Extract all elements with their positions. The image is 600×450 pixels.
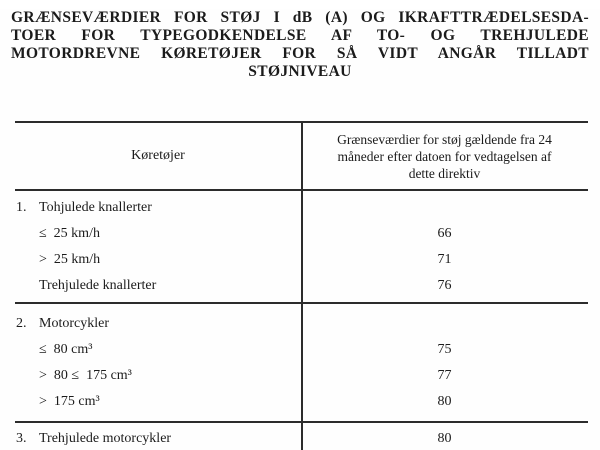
row-label: ≤ 80 cm³ [39,342,93,357]
row-value: 80 [437,430,452,446]
row-value: 80 [437,394,452,409]
row-label: > 80 ≤ 175 cm³ [39,368,132,383]
row-number: 1. [16,200,27,215]
row-label: > 175 cm³ [39,394,100,409]
row-number: 2. [16,316,27,331]
col-header-vehicles: Køretøjer [131,148,185,163]
row-label: ≤ 25 km/h [39,226,100,241]
row-label: > 25 km/h [39,252,101,267]
row-label: Motorcykler [39,316,109,331]
title-line-1: GRÆNSEVÆRDIER FOR STØJ I dB (A) OG IKRAFTTRÆDELSESDA- [11,9,589,26]
row-value [301,195,588,221]
row-value: 66 [437,226,452,241]
title-line-2: TOER FOR TYPEGODKENDELSE AF TO- OG TREHJULEDE [11,27,589,44]
row-number: 3. [16,430,27,446]
row-value: 71 [437,252,452,267]
col-header-limits: Grænseværdier for støj gældende fra 24 måneder efter datoen for vedtagelsen af dette direktiv [337,131,552,181]
row-value [301,311,588,337]
noise-limits-table [15,121,588,450]
row-label: Trehjulede motorcykler [39,430,172,446]
title-line-3: MOTORDREVNE KØRETØJER FOR SÅ VIDT ANGÅR TILLADT [11,45,589,62]
document-page [0,9,600,450]
row-value: 75 [437,342,452,357]
page-title [11,9,589,81]
row-value: 77 [437,368,452,383]
column-divider [301,123,303,450]
title-line-4: STØJNIVEAU [248,63,352,80]
row-value: 76 [437,278,452,293]
row-label: Trehjulede knallerter [39,278,157,293]
row-label: Tohjulede knallerter [39,200,152,215]
